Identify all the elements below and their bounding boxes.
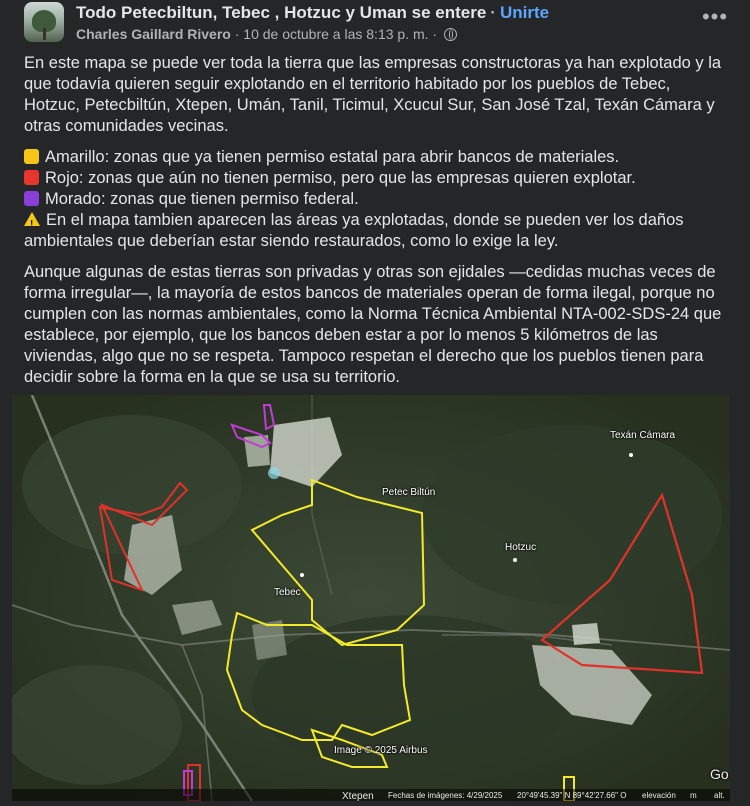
map-label-petec: Petec Biltún [382,487,436,498]
post-meta [76,26,457,42]
map-label-xtepen: Xtepen [342,791,374,801]
google-logo: Go [710,766,729,782]
map-footer-alt: alt. [714,791,725,800]
satellite-map [12,395,730,801]
map-label-tebec: Tebec [274,587,301,598]
legend-block [24,147,724,252]
warning-icon [24,212,40,226]
map-image-credit: Image © 2025 Airbus [334,745,428,756]
yellow-square-icon [24,149,39,164]
map-footer-coords: 20°49'45.39" N 89°42'27.66" O [517,791,627,800]
legend-purple: Morado: zonas que tienen permiso federal. [24,189,724,210]
join-button[interactable]: Unirte [499,3,550,22]
post-map-image[interactable] [12,395,730,801]
post-paragraph: En este mapa se puede ver toda la tierra que las empresas constructoras ya han explotado y la que todavía quieren seguir explotando en el territorio habitado por los pueblos de Tebec, Hotzuc, Petecbiltún, Xtepen, Umán, Tanil, Ticimul, Xcucul Sur, San José Tzal, Texán Cámara y otras comunidades vecinas. [24,54,722,135]
author-link[interactable]: Charles Gaillard Rivero [76,26,231,42]
legend-yellow: Amarillo: zonas que ya tienen permiso estatal para abrir bancos de materiales. [24,147,724,168]
map-footer-m: m [690,791,697,800]
map-footer-elevation: elevación [642,791,676,800]
group-avatar[interactable] [24,2,64,42]
meta-dot: · [432,26,438,42]
map-label-hotzuc: Hotzuc [505,542,537,553]
post-paragraph: Aunque algunas de estas tierras son privadas y otras son ejidales —cedidas muchas veces de forma irregular—, la mayoría de estos bancos de materiales operan de forma ilegal, porque no cumplen con las normas ambientales, como la Norma Técnica Ambiental NTA-002-SDS-24 que establece, por ejemplo, que los bancos deben estar a por lo menos 5 kilómetros de las viviendas, algo que no se respeta. Tampoco respetan el derecho que los pueblos tienen para decidir sobre la forma en la que se usa su territorio. [24,263,722,386]
separator-dot: · [490,3,496,22]
post-body [24,53,724,398]
group-title [76,3,549,23]
map-label-texan: Texán Cámara [610,430,676,441]
map-footer-dates: Fechas de imágenes: 4/29/2025 [388,791,503,800]
post-header [0,0,750,50]
purple-square-icon [24,191,39,206]
legend-warning: !En el mapa tambien aparecen las áreas ya explotadas, donde se pueden ver los daños ambientales que deberían estar siendo restaurados, como lo exige la ley. [24,210,724,252]
group-name-link[interactable]: Todo Petecbiltun, Tebec , Hotzuc y Uman se entere [76,3,487,22]
timestamp-link[interactable]: 10 de octubre a las 8:13 p. m. [243,26,429,42]
red-square-icon [24,170,39,185]
more-options-button[interactable]: ••• [701,4,729,29]
legend-red: Rojo: zonas que aún no tienen permiso, pero que las empresas quieren explotar. [24,168,724,189]
globe-icon [444,28,457,41]
meta-dot: · [234,26,240,42]
